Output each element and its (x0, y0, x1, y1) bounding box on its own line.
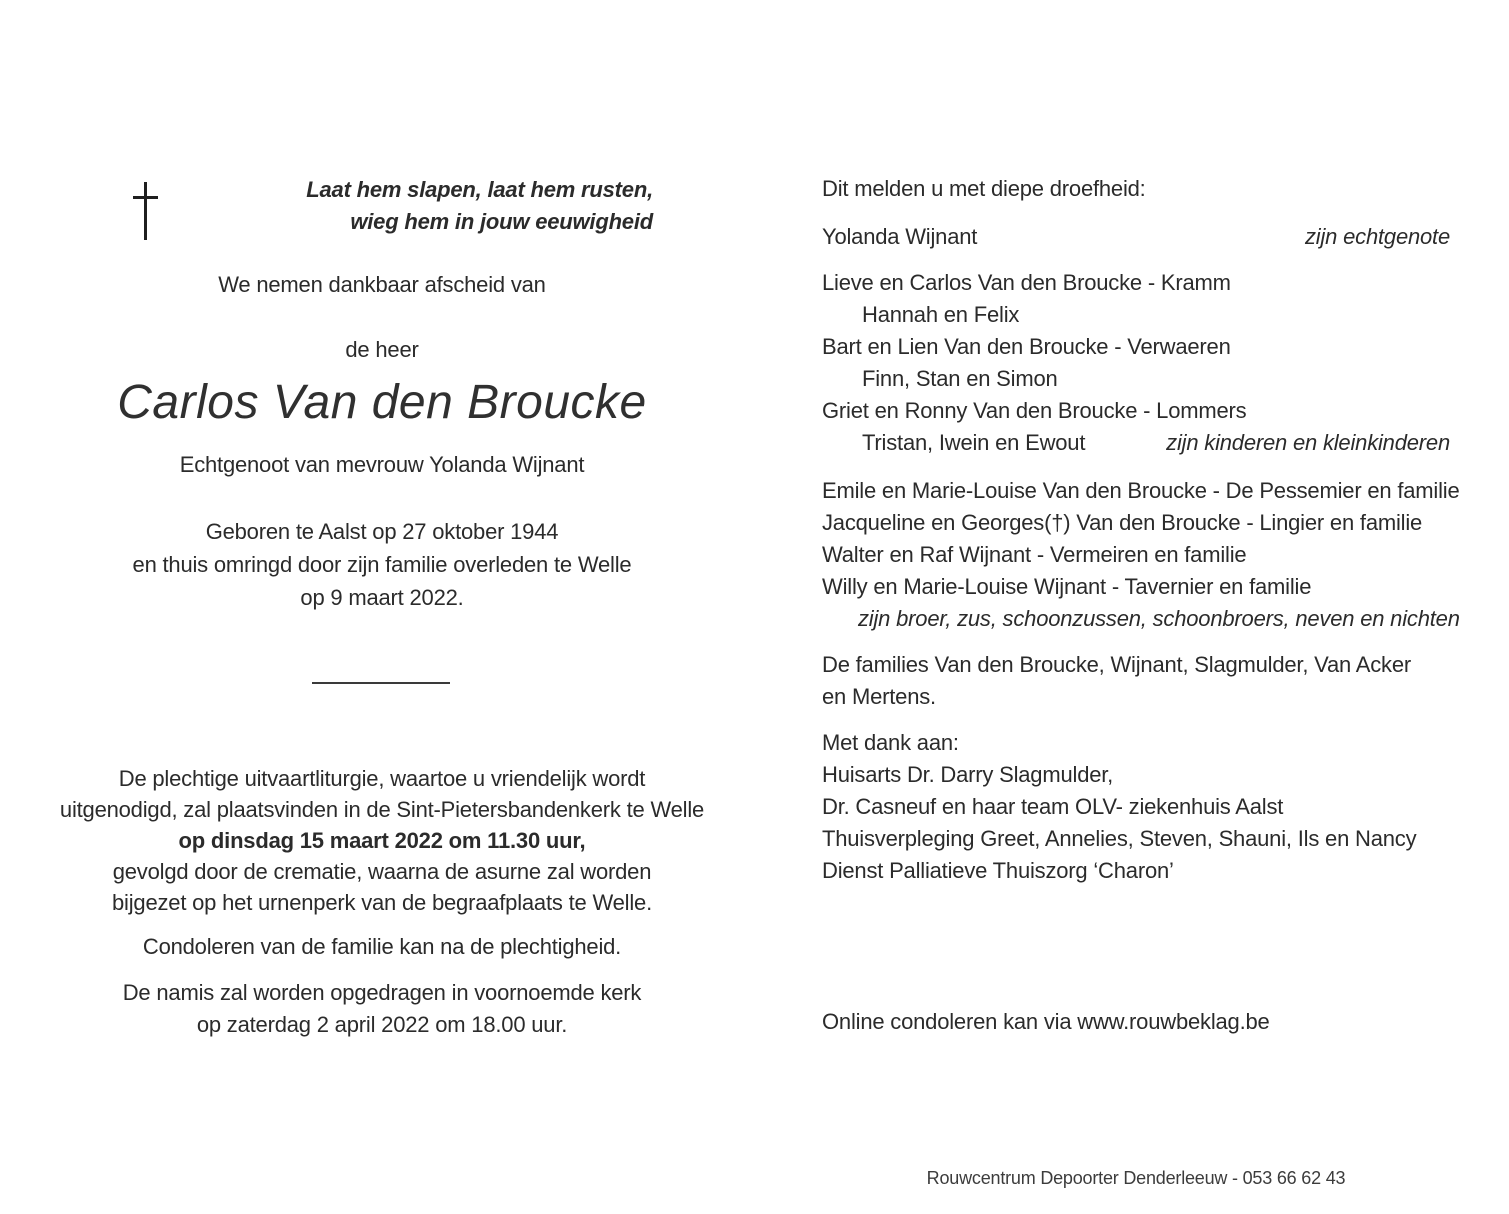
service-line: gevolgd door de crematie, waarna de asurne zal worden (112, 859, 652, 884)
mass-line: De namis zal worden opgedragen in voornoemde kerk (122, 980, 642, 1005)
siblings-relation: zijn broer, zus, schoonzussen, schoonbroers, neven en nichten (858, 606, 1460, 631)
funeral-home-text: Rouwcentrum Depoorter Denderleeuw - 053 66 62 43 (926, 1168, 1346, 1188)
spouse-of-line (48, 449, 716, 481)
service-line: uitgenodigd, zal plaatsvinden in de Sint-Pietersbandenkerk te Welle (59, 797, 705, 822)
grandchildren-line: Finn, Stan en Simon (862, 366, 1058, 391)
spouse-relation: zijn echtgenote (1305, 224, 1450, 249)
child-line: Lieve en Carlos Van den Broucke - Kramm (822, 270, 1231, 295)
funeral-home-footer (822, 1166, 1450, 1190)
grandchildren-line: Hannah en Felix (862, 302, 1020, 327)
farewell-intro-text: We nemen dankbaar afscheid van (218, 272, 546, 297)
sibling-line: Jacqueline en Georges(†) Van den Broucke - Lingier en familie (822, 510, 1423, 535)
children-block (822, 267, 1450, 459)
families-block (822, 649, 1450, 713)
thanks-line: Dr. Casneuf en haar team OLV- ziekenhuis Aalst (822, 794, 1284, 819)
opening-verse (48, 174, 716, 238)
sibling-line: Willy en Marie-Louise Wijnant - Tavernier en familie (822, 574, 1312, 599)
families-line: en Mertens. (822, 684, 936, 709)
farewell-intro (48, 269, 716, 301)
birth-death-block (48, 515, 716, 614)
spouse-name: Yolanda Wijnant (822, 224, 978, 249)
verse-line: wieg hem in jouw eeuwigheid (350, 209, 653, 234)
death-line: en thuis omringd door zijn familie overleden te Welle (132, 552, 632, 577)
sibling-line: Walter en Raf Wijnant - Vermeiren en familie (822, 542, 1247, 567)
birth-line: Geboren te Aalst op 27 oktober 1944 (205, 519, 559, 544)
grandchildren-row (822, 427, 1450, 459)
thanks-line: Thuisverpleging Greet, Annelies, Steven, Shauni, Ils en Nancy (822, 826, 1417, 851)
funeral-service-block (48, 763, 716, 918)
online-condolence-text: Online condoleren kan via www.rouwbeklag.be (822, 1009, 1270, 1034)
thanks-line: Huisarts Dr. Darry Slagmulder, (822, 762, 1114, 787)
announcement-text: Dit melden u met diepe droefheid: (822, 176, 1146, 201)
thanks-heading: Met dank aan: (822, 730, 959, 755)
service-date-line: op dinsdag 15 maart 2022 om 11.30 uur, (178, 828, 586, 853)
separator-rule (312, 682, 450, 684)
grandchildren-line: Tristan, Iwein en Ewout (862, 430, 1086, 455)
child-line: Griet en Ronny Van den Broucke - Lommers (822, 398, 1247, 423)
service-line: bijgezet op het urnenperk van de begraafplaats te Welle. (112, 890, 652, 915)
honorific-text: de heer (345, 337, 419, 362)
deceased-name-text: Carlos Van den Broucke (117, 376, 647, 429)
service-line: De plechtige uitvaartliturgie, waartoe u vriendelijk wordt (118, 766, 646, 791)
spouse-of-text: Echtgenoot van mevrouw Yolanda Wijnant (179, 452, 585, 477)
memorial-mass-block (48, 977, 716, 1041)
honorific (48, 334, 716, 366)
child-line: Bart en Lien Van den Broucke - Verwaeren (822, 334, 1231, 359)
online-condolence-note (822, 1006, 1450, 1038)
thanks-line: Dienst Palliatieve Thuiszorg ‘Charon’ (822, 858, 1174, 883)
children-relation: zijn kinderen en kleinkinderen (1166, 430, 1450, 455)
thanks-block (822, 727, 1450, 887)
spouse-row (822, 221, 1450, 253)
condolence-note (48, 931, 716, 963)
verse-line: Laat hem slapen, laat hem rusten, (306, 177, 653, 202)
siblings-block (822, 475, 1460, 635)
announcement-heading (822, 173, 1450, 205)
families-line: De families Van den Broucke, Wijnant, Slagmulder, Van Acker (822, 652, 1412, 677)
death-date-line: op 9 maart 2022. (300, 585, 464, 610)
sibling-line: Emile en Marie-Louise Van den Broucke - De Pessemier en familie (822, 478, 1460, 503)
condolence-note-text: Condoleren van de familie kan na de plechtigheid. (142, 934, 622, 959)
deceased-name (48, 374, 716, 432)
mass-line: op zaterdag 2 april 2022 om 18.00 uur. (196, 1012, 568, 1037)
